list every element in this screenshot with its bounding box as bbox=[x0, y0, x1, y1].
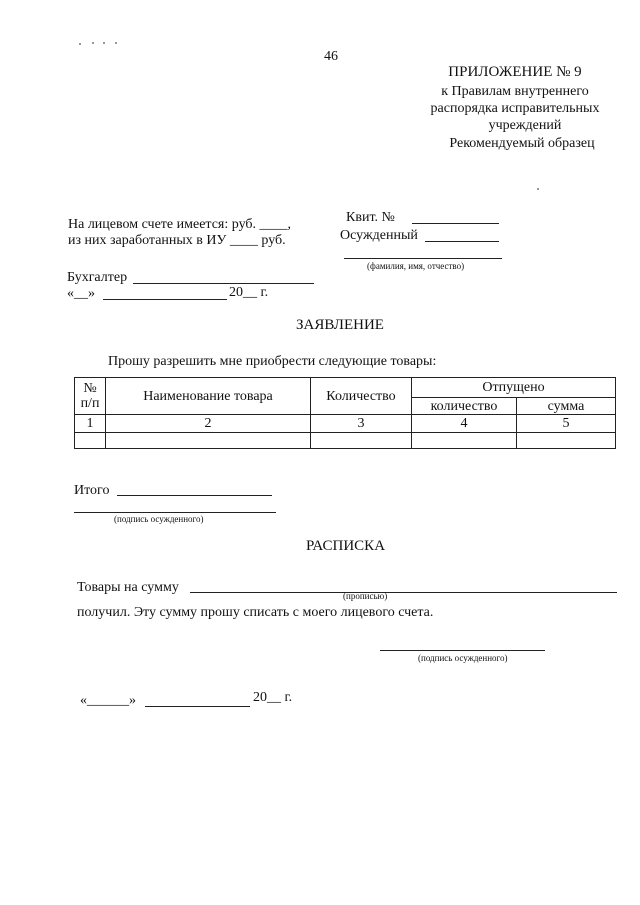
accountant-field[interactable] bbox=[133, 283, 314, 284]
receipt-date-month-field[interactable] bbox=[145, 706, 250, 707]
appendix-line-2: распорядка исправительных bbox=[430, 101, 600, 116]
receipt-words-caption: (прописью) bbox=[343, 591, 388, 601]
table-cell: 4 bbox=[412, 415, 517, 433]
receipt-heading: РАСПИСКА bbox=[306, 538, 386, 554]
table-cell: 1 bbox=[75, 415, 106, 433]
table-cell[interactable] bbox=[106, 433, 311, 449]
receipt-signature-caption: (подпись осужденного) bbox=[418, 653, 508, 663]
goods-table bbox=[74, 377, 616, 449]
earned-text: из них заработанных в ИУ ____ руб. bbox=[68, 233, 286, 248]
accountant-date-day: «__» bbox=[67, 286, 95, 301]
accountant-date-year: 20__ г. bbox=[229, 285, 269, 300]
table-cell[interactable] bbox=[75, 433, 106, 449]
balance-text: На лицевом счете имеется: руб. ____, bbox=[68, 217, 292, 232]
statement-signature-field[interactable] bbox=[74, 512, 276, 513]
table-cell[interactable] bbox=[412, 433, 517, 449]
scan-speck bbox=[92, 42, 94, 44]
total-field[interactable] bbox=[117, 495, 272, 496]
receipt-amount-label: Товары на сумму bbox=[77, 580, 179, 595]
receipt-date-day: «______» bbox=[80, 693, 136, 708]
scan-speck bbox=[79, 43, 81, 45]
receipt-amount-field[interactable] bbox=[190, 592, 617, 593]
receipt-text: получил. Эту сумму прошу списать с моего лицевого счета. bbox=[77, 605, 434, 620]
convict-name-field[interactable] bbox=[344, 258, 502, 259]
scan-speck bbox=[103, 42, 105, 44]
receipt-signature-field[interactable] bbox=[380, 650, 545, 651]
col-header-qty: Количество bbox=[311, 378, 412, 415]
col-header-released: Отпущено bbox=[412, 378, 616, 398]
table-row-numbers bbox=[75, 415, 616, 433]
statement-request: Прошу разрешить мне приобрести следующие товары: bbox=[108, 354, 437, 369]
scan-speck bbox=[115, 42, 117, 44]
table-cell[interactable] bbox=[311, 433, 412, 449]
scan-speck bbox=[537, 188, 539, 190]
appendix-line-1: к Правилам внутреннего bbox=[441, 84, 589, 99]
accountant-date-month-field[interactable] bbox=[103, 299, 227, 300]
statement-signature-caption: (подпись осужденного) bbox=[114, 514, 204, 524]
table-row[interactable] bbox=[75, 433, 616, 449]
table-cell[interactable] bbox=[517, 433, 616, 449]
name-caption: (фамилия, имя, отчество) bbox=[367, 261, 465, 271]
appendix-line-4: Рекомендуемый образец bbox=[449, 136, 595, 151]
page-number: 46 bbox=[324, 49, 338, 64]
convict-field[interactable] bbox=[425, 241, 499, 242]
table-cell: 5 bbox=[517, 415, 616, 433]
col-header-no: № п/п bbox=[75, 378, 106, 415]
appendix-line-3: учреждений bbox=[488, 118, 562, 133]
receipt-date-year: 20__ г. bbox=[253, 690, 293, 705]
receipt-no-field[interactable] bbox=[412, 223, 499, 224]
accountant-label: Бухгалтер bbox=[67, 270, 128, 285]
col-header-released-sum: сумма bbox=[517, 398, 616, 415]
table-cell: 2 bbox=[106, 415, 311, 433]
appendix-title: ПРИЛОЖЕНИЕ № 9 bbox=[448, 64, 582, 80]
table-cell: 3 bbox=[311, 415, 412, 433]
statement-heading: ЗАЯВЛЕНИЕ bbox=[296, 317, 384, 333]
convict-label: Осужденный bbox=[340, 228, 418, 243]
col-header-released-qty: количество bbox=[412, 398, 517, 415]
total-label: Итого bbox=[74, 483, 110, 498]
col-header-name: Наименование товара bbox=[106, 378, 311, 415]
receipt-no-label: Квит. № bbox=[346, 210, 395, 225]
